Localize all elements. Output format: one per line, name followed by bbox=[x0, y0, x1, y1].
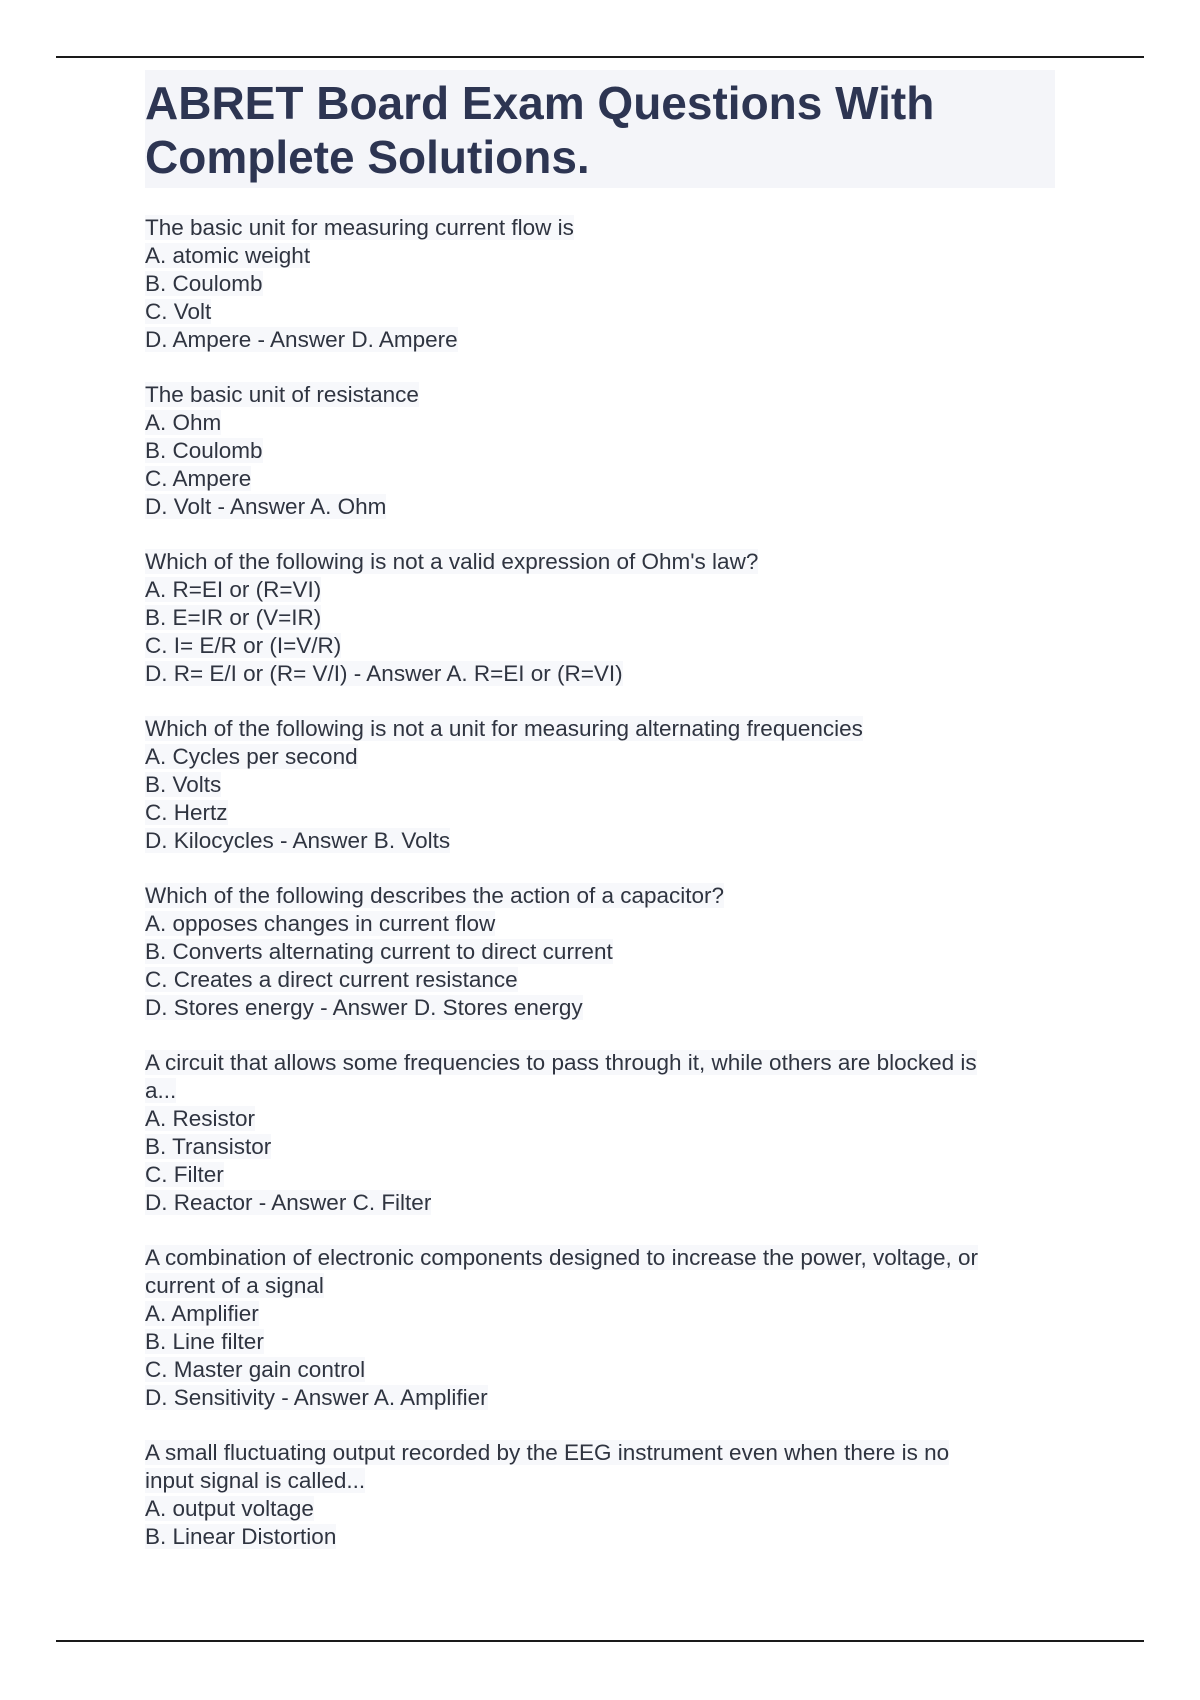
line-text: B. Converts alternating current to direct current bbox=[145, 939, 613, 964]
question-block bbox=[145, 1439, 1055, 1551]
line-text: D. Stores energy - Answer D. Stores energy bbox=[145, 995, 583, 1020]
question-block bbox=[145, 214, 1055, 354]
line-text: C. I= E/R or (I=V/R) bbox=[145, 633, 342, 658]
question-block bbox=[145, 882, 1055, 1022]
line-text: D. Sensitivity - Answer A. Amplifier bbox=[145, 1385, 488, 1410]
question-block bbox=[145, 715, 1055, 855]
question-line bbox=[145, 1300, 1055, 1328]
line-text: A. R=EI or (R=VI) bbox=[145, 577, 322, 602]
line-text: D. R= E/I or (R= V/I) - Answer A. R=EI or (R=VI) bbox=[145, 661, 623, 686]
question-line bbox=[145, 966, 1055, 994]
question-line bbox=[145, 1384, 1055, 1412]
question-text bbox=[145, 1439, 1055, 1467]
line-text: D. Reactor - Answer C. Filter bbox=[145, 1190, 432, 1215]
question-line bbox=[145, 1495, 1055, 1523]
line-text: Which of the following is not a unit for measuring alternating frequencies bbox=[145, 716, 863, 741]
question-text bbox=[145, 1049, 1055, 1077]
line-text: D. Volt - Answer A. Ohm bbox=[145, 494, 387, 519]
question-line bbox=[145, 326, 1055, 354]
question-line bbox=[145, 660, 1055, 688]
question-line bbox=[145, 1133, 1055, 1161]
line-text: B. Transistor bbox=[145, 1134, 272, 1159]
question-line bbox=[145, 242, 1055, 270]
line-text: B. Volts bbox=[145, 772, 222, 797]
line-text: current of a signal bbox=[145, 1273, 324, 1298]
line-text: C. Hertz bbox=[145, 800, 228, 825]
document-title: ABRET Board Exam Questions With Complete Solutions. bbox=[145, 70, 1055, 188]
document-body bbox=[145, 70, 1055, 1578]
question-line bbox=[145, 1272, 1055, 1300]
question-line bbox=[145, 743, 1055, 771]
question-list bbox=[145, 214, 1055, 1551]
line-text: C. Master gain control bbox=[145, 1357, 366, 1382]
question-line bbox=[145, 465, 1055, 493]
question-line bbox=[145, 910, 1055, 938]
line-text: C. Volt bbox=[145, 299, 212, 324]
line-text: C. Ampere bbox=[145, 466, 252, 491]
question-line bbox=[145, 576, 1055, 604]
line-text: The basic unit for measuring current flow is bbox=[145, 215, 574, 240]
line-text: A. Cycles per second bbox=[145, 744, 358, 769]
question-block bbox=[145, 1244, 1055, 1412]
question-block bbox=[145, 548, 1055, 688]
question-line bbox=[145, 1077, 1055, 1105]
line-text: D. Ampere - Answer D. Ampere bbox=[145, 327, 458, 352]
line-text: A. Resistor bbox=[145, 1106, 256, 1131]
question-line bbox=[145, 437, 1055, 465]
question-line bbox=[145, 1356, 1055, 1384]
question-text bbox=[145, 381, 1055, 409]
question-line bbox=[145, 632, 1055, 660]
line-text: A. atomic weight bbox=[145, 243, 311, 268]
bottom-rule bbox=[56, 1640, 1144, 1642]
question-line bbox=[145, 1467, 1055, 1495]
question-line bbox=[145, 827, 1055, 855]
question-line bbox=[145, 270, 1055, 298]
line-text: B. Line filter bbox=[145, 1329, 264, 1354]
line-text: Which of the following describes the action of a capacitor? bbox=[145, 883, 725, 908]
question-line bbox=[145, 771, 1055, 799]
line-text: B. E=IR or (V=IR) bbox=[145, 605, 322, 630]
question-line bbox=[145, 409, 1055, 437]
question-line bbox=[145, 1189, 1055, 1217]
line-text: input signal is called... bbox=[145, 1468, 366, 1493]
line-text: D. Kilocycles - Answer B. Volts bbox=[145, 828, 451, 853]
line-text: C. Creates a direct current resistance bbox=[145, 967, 518, 992]
question-line bbox=[145, 1328, 1055, 1356]
question-line bbox=[145, 493, 1055, 521]
question-line bbox=[145, 1523, 1055, 1551]
line-text: A. output voltage bbox=[145, 1496, 314, 1521]
question-line bbox=[145, 799, 1055, 827]
question-line bbox=[145, 1161, 1055, 1189]
line-text: A. Amplifier bbox=[145, 1301, 259, 1326]
question-block bbox=[145, 1049, 1055, 1217]
line-text: B. Coulomb bbox=[145, 271, 263, 296]
line-text: B. Coulomb bbox=[145, 438, 263, 463]
question-text bbox=[145, 548, 1055, 576]
question-text bbox=[145, 882, 1055, 910]
line-text: a... bbox=[145, 1078, 177, 1103]
line-text: B. Linear Distortion bbox=[145, 1524, 337, 1549]
question-text bbox=[145, 214, 1055, 242]
line-text: Which of the following is not a valid expression of Ohm's law? bbox=[145, 549, 759, 574]
question-line bbox=[145, 938, 1055, 966]
question-line bbox=[145, 604, 1055, 632]
line-text: A combination of electronic components designed to increase the power, voltage, or bbox=[145, 1245, 979, 1270]
question-text bbox=[145, 1244, 1055, 1272]
top-rule bbox=[56, 56, 1144, 58]
question-text bbox=[145, 715, 1055, 743]
line-text: A circuit that allows some frequencies to pass through it, while others are blocked is bbox=[145, 1050, 977, 1075]
question-line bbox=[145, 994, 1055, 1022]
line-text: A. Ohm bbox=[145, 410, 222, 435]
line-text: A. opposes changes in current flow bbox=[145, 911, 496, 936]
question-block bbox=[145, 381, 1055, 521]
question-line bbox=[145, 298, 1055, 326]
line-text: A small fluctuating output recorded by the EEG instrument even when there is no bbox=[145, 1440, 950, 1465]
question-line bbox=[145, 1105, 1055, 1133]
line-text: The basic unit of resistance bbox=[145, 382, 419, 407]
line-text: C. Filter bbox=[145, 1162, 224, 1187]
